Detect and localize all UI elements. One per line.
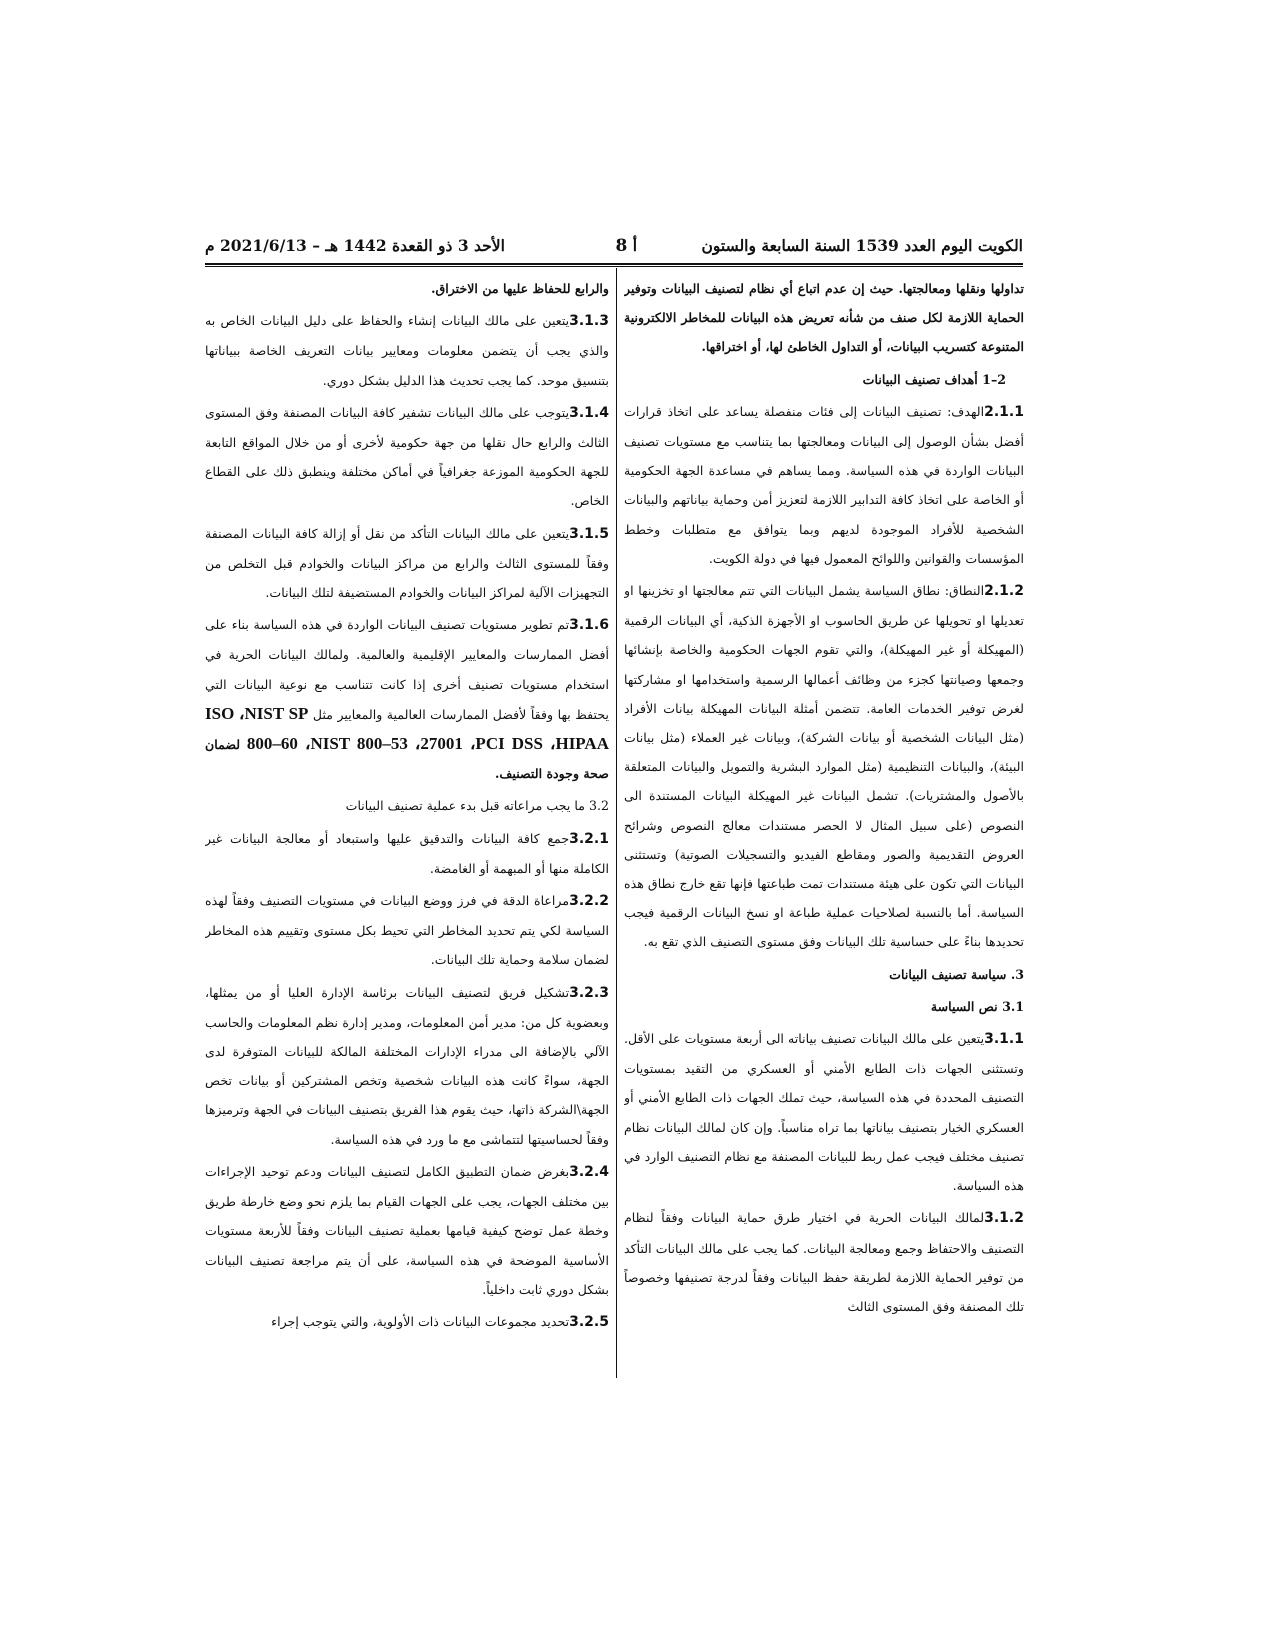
clause-number: 3.2.1 — [569, 830, 609, 847]
clause-number: 2.1.1 — [984, 403, 1024, 420]
right-column — [624, 274, 1024, 1374]
clause-text: تشكيل فريق لتصنيف البيانات برئاسة الإدارة العليا أو من يمثلها، وبعضوية كل من: مدير أمن المعلومات، ومدير إدارة نظم المعلومات والحاسب الآلي بالإضافة الى مدراء الإدارات المختلفة المالكة للبيانات المتوفرة لدى الجهة، سواءً كانت هذه البيانات شخصية وتخص المشتركين أو بيانات تخص الجهة\الشركة ذاتها، حيث يقوم هذا الفريق بتصنيف البيانات في الجهة وترميزها وفقاً لحساسيتها لتتماشى مع ما ورد في هذه السياسة. — [205, 984, 609, 1147]
clause-text: النطاق: نطاق السياسة يشمل البيانات التي تتم معالجتها او تخزينها او تعديلها او تحويلها عن طريق الحاسوب او الأجهزة الذكية، أي البيانات الرقمية (المهيكلة أو غير المهيكلة)، والتي تقوم الجهات الحكومية والخاصة بإنشائها وجمعها وصيانتها كجزء من وظائف أعمالها الرسمية واستخدامها او مشاركتها لغرض توفير الخدمات العامة. تتضمن أمثلة البيانات المهيكلة بيانات الأفراد (مثل البيانات الشخصية أو بيانات الشركة)، وبيانات غير العملاء (مثل بيانات البيئة)، والبيانات التنظيمية (مثل الموارد البشرية والتمويل والبيانات المتعلقة بالأصول والمشتريات). تشمل البيانات غير المهيكلة البيانات المستندة الى النصوص (على سبيل المثال لا الحصر مستندات معالج النصوص وشرائح العروض التقديمية والصور ومقاطع الفيديو والتسجيلات الصوتية) وتستثنى البيانات التي تكون على هيئة مستندات تمت طباعتها فإنها تقع خارج نطاق هذه السياسة. أما بالنسبة لصلاحيات عملية طباعة او نسخ البيانات الرقمية فيجب تحديدها بناءً على حساسية تلك البيانات وفق مستوى التصنيف الذي تقع به. — [624, 583, 1024, 950]
section-heading: 3.2 ما يجب مراعاته قبل بدء عملية تصنيف البيانات — [345, 798, 609, 814]
paragraph — [624, 1024, 1024, 1200]
column-divider — [616, 268, 617, 1378]
clause-text: يتوجب على مالك البيانات تشفير كافة البيانات المصنفة وفق المستوى الثالث والرابع حال نقلها من جهة حكومية لأخرى أو من خلال المواقع التابعة للجهة الحكومية الموزعة جغرافياً في أماكن مختلفة وينطبق ذلك على القطاع الخاص. — [205, 404, 609, 509]
paragraph: والرابع للحفاظ عليها من الاختراق. — [431, 281, 609, 296]
clause-number: 3.1.1 — [984, 1031, 1024, 1048]
clause-number: 3.2.3 — [569, 984, 609, 1001]
clause-text: يتعين على مالك البيانات إنشاء والحفاظ على دليل البيانات الخاص به والذي يجب أن يتضمن معلومات ومعايير بيانات التعريف الخاصة ببياناتها بتنسيق موحد. كما يجب تحديث هذا الدليل بشكل دوري. — [205, 313, 609, 388]
paragraph — [624, 1203, 1024, 1321]
paragraph — [205, 519, 609, 608]
clause-number: 3.1.2 — [984, 1210, 1024, 1227]
paragraph — [205, 398, 609, 516]
paragraph — [205, 978, 609, 1154]
section-heading: 3. سياسة تصنيف البيانات — [889, 966, 1024, 982]
clause-text: تحديد مجموعات البيانات ذات الأولوية، والتي يتوجب إجراء — [271, 1313, 570, 1329]
clause-text: بغرض ضمان التطبيق الكامل لتصنيف البيانات ودعم توحيد الإجراءات بين مختلف الجهات، يجب على الجهات القيام بما يلزم نحو وضع خارطة طريق وخطة عمل توضح كيفية قيامها بعملية تصنيف البيانات وفقاً للأربعة مستويات الأساسية الموضحة في هذه السياسة، على أن يتم مراجعة تصنيف البيانات بشكل دوري ثابت داخلياً. — [205, 1163, 609, 1297]
clause-number: 3.2.5 — [569, 1313, 609, 1330]
section-heading: 3.1 نص السياسة — [930, 998, 1024, 1014]
clause-number: 3.1.6 — [569, 617, 609, 634]
left-column — [205, 274, 609, 1374]
page-header — [205, 236, 1023, 262]
clause-number: 2.1.2 — [984, 583, 1024, 600]
clause-number: 3.1.3 — [569, 313, 609, 330]
paragraph — [624, 576, 1024, 957]
clause-text: الهدف: تصنيف البيانات إلى فئات منفصلة يساعد على اتخاذ قرارات أفضل بشأن الوصول إلى البيانات ومعالجتها بما يتناسب مع مستويات تصنيف البيانات الواردة في هذه السياسة. ومما يساهم في مساعدة الجهة الحكومية أو الخاصة على اتخاذ كافة التدابير اللازمة لتعزيز أمن وحماية بياناتهم والبيانات الشخصية للأفراد الموجودة لديهم وبما يتوافق مع متطلبات وخطط المؤسسات والقوانين واللوائح المعمول فيها في دولة الكويت. — [624, 403, 1024, 566]
header-page-number — [615, 236, 637, 256]
clause-text: لمالك البيانات الحرية في اختيار طرق حماية البيانات وفقاً لنظام التصنيف والاحتفاظ وجمع ومعالجة البيانات. كما يجب على مالك البيانات التأكد من توفير الحماية اللازمة لطريقة حفظ البيانات وفقاً لدرجة تصنيفها وخصوصاً تلك المصنفة وفق المستوى الثالث — [624, 1210, 1024, 1314]
paragraph: تداولها ونقلها ومعالجتها. حيث إن عدم اتباع أي نظام لتصنيف البيانات وتوفير الحماية اللازمة لكل صنف من شأنه تعريض هذه البيانات للمخاطر الالكترونية المتنوعة كتسريب البيانات، أو التداول الخاطئ لها، أو اختراقها. — [624, 281, 1024, 355]
paragraph — [205, 824, 609, 883]
paragraph — [205, 1157, 609, 1304]
paragraph — [624, 397, 1024, 573]
header-rule — [205, 263, 1023, 267]
clause-number: 3.2.2 — [569, 893, 609, 910]
clause-number: 3.2.4 — [569, 1163, 609, 1180]
clause-number: 3.1.4 — [569, 404, 609, 421]
paragraph — [205, 1307, 609, 1337]
header-issue-info: الكويت اليوم العدد 1539 السنة السابعة والستون — [701, 236, 1023, 255]
header-page-value: 8 — [615, 236, 628, 256]
clause-text: جمع كافة البيانات والتدقيق عليها واستبعاد أو معالجة البيانات غير الكاملة منها أو المبهمة أو الغامضة. — [205, 830, 609, 876]
paragraph — [205, 306, 609, 395]
header-page-suffix: أ — [632, 236, 637, 255]
clause-number: 3.1.5 — [569, 525, 609, 542]
header-date: الأحد 3 ذو القعدة 1442 هـ – 2021/6/13 م — [205, 236, 505, 255]
clause-text: يتعين على مالك البيانات التأكد من نقل أو إزالة كافة البيانات المصنفة وفقاً للمستوى الثالث والرابع من مراكز البيانات والخوادم قبل التخلص من التجهيزات الآلية لمراكز البيانات والخوادم المستضيفة لتلك البيانات. — [205, 525, 609, 601]
clause-text: يتعين على مالك البيانات تصنيف بياناته الى أربعة مستويات على الأقل. وتستثنى الجهات ذات الطابع الأمني أو العسكري من التقيد بمستويات التصنيف المحددة في هذه السياسة، حيث تملك الجهات ذات الطابع الأمني أو العسكري الخيار بتصنيف بياناتها بما تراه مناسباً. وإن كان لمالك البيانات نظام تصنيف مختلف فيجب عمل ربط للبيانات المصنفة مع نظام التصنيف الوارد في هذه السياسة. — [624, 1031, 1024, 1194]
paragraph — [205, 886, 609, 975]
clause-text: تم تطوير مستويات تصنيف البيانات الواردة في هذه السياسة بناء على أفضل الممارسات والمعايير الإقليمية والعالمية. ولمالك البيانات الحرية في استخدام مستويات تصنيف أخرى إذا كانت تتناسب مع نوعية البيانات التي يحتفظ بها وفقاً لأفضل الممارسات العالمية والمعايير مثل — [205, 617, 609, 722]
section-heading: 2–1 أهداف تصنيف البيانات — [862, 371, 1006, 387]
clause-text-end: لضمان صحة وجودة التصنيف. — [205, 737, 609, 782]
standards-list: ISO ،NIST SP 800–60 ،NIST 800–53 ،27001 ،PCI DSS ،HIPAA — [205, 703, 609, 754]
paragraph — [205, 610, 609, 788]
clause-text: مراعاة الدقة في فرز ووضع البيانات في مستويات التصنيف وفقاً لهذه السياسة لكي يتم تحديد المخاطر التي تحيط بكل مستوى وتقييم هذه المخاطر لضمان سلامة وحماية تلك البيانات. — [205, 893, 609, 968]
